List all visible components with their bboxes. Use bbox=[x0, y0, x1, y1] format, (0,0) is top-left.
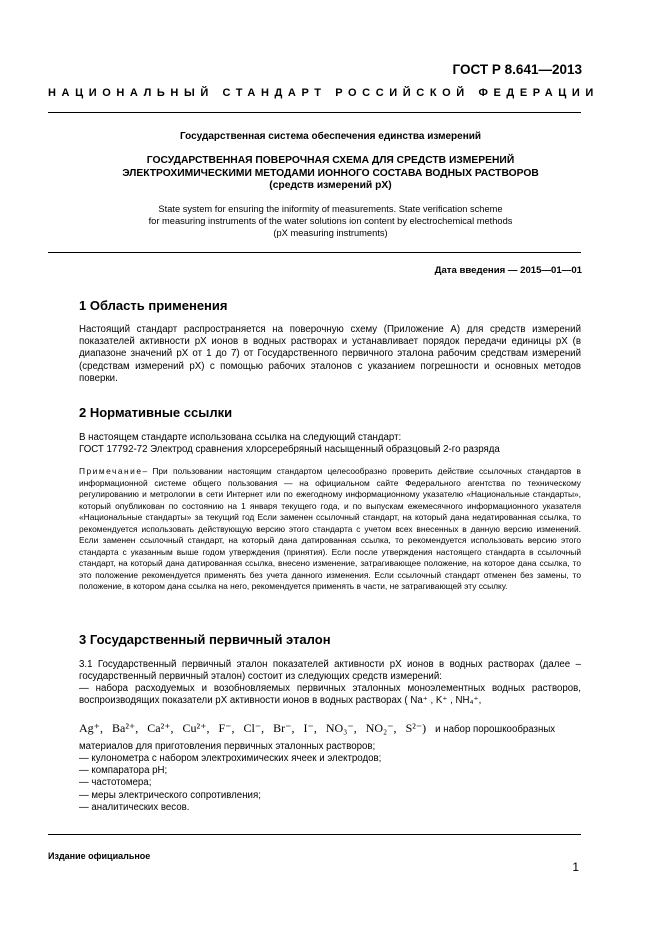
ion: Br⁻, bbox=[273, 721, 295, 735]
ion: NO₃⁻, bbox=[325, 721, 357, 735]
title-line-1: ГОСУДАРСТВЕННАЯ ПОВЕРОЧНАЯ СХЕМА ДЛЯ СРЕДСТВ ИЗМЕРЕНИЙ bbox=[146, 155, 515, 166]
ion: I⁻, bbox=[303, 721, 317, 735]
section-3-paragraph-1: 3.1 Государственный первичный эталон показателей активности рХ ионов в водных растворах (далее – государственный первичный эталон) состоит из следующих средств измерений: bbox=[79, 659, 581, 683]
system-title: Государственная система обеспечения единства измерений bbox=[179, 131, 482, 142]
list-item: — кулонометра с набором электрохимических ячеек и электродов; bbox=[79, 753, 382, 764]
section-3-paragraph-2: — набора расходуемых и возобновляемых первичных эталонных моноэлементных водных растворов, воспроизводящих показатели рХ активности ионов в водных растворах ( Na⁺ , K⁺ , NH₄⁺, bbox=[79, 683, 581, 707]
page-number: 1 bbox=[572, 860, 579, 874]
section-3-heading: 3 Государственный первичный эталон bbox=[79, 632, 331, 647]
introduction-date: Дата введения — 2015—01—01 bbox=[434, 265, 582, 276]
section-1-heading: 1 Область применения bbox=[79, 298, 228, 313]
document-title bbox=[60, 155, 601, 193]
ions-list bbox=[79, 721, 581, 736]
title-divider bbox=[48, 252, 581, 253]
ion: Ag⁺, bbox=[79, 721, 103, 735]
ion: F⁻, bbox=[218, 721, 235, 735]
ion: Cl⁻, bbox=[243, 721, 265, 735]
section-3-paragraph-3: материалов для приготовления первичных эталонных растворов; bbox=[79, 741, 376, 752]
standard-code: ГОСТ Р 8.641—2013 bbox=[452, 62, 582, 77]
national-standard-heading: НАЦИОНАЛЬНЫЙ СТАНДАРТ РОССИЙСКОЙ ФЕДЕРАЦИИ bbox=[48, 87, 599, 99]
equipment-list bbox=[79, 753, 581, 814]
list-item: — компаратора рН; bbox=[79, 765, 168, 777]
ion: NO₂⁻, bbox=[365, 721, 397, 735]
list-item: — меры электрического сопротивления; bbox=[79, 789, 261, 801]
title-line-3: (средств измерений рХ) bbox=[269, 180, 392, 191]
section-2-line-2: ГОСТ 17792-72 Электрод сравнения хлорсеребряный насыщенный образцовый 2-го разряда bbox=[79, 444, 500, 455]
ion: S²⁻) bbox=[405, 721, 427, 735]
english-title-line-3: (pX measuring instruments) bbox=[273, 228, 388, 238]
english-title-line-1: State system for ensuring the iniformity of measurements. State verification scheme bbox=[158, 204, 503, 214]
section-2-note bbox=[79, 466, 581, 593]
section-2-heading: 2 Нормативные ссылки bbox=[79, 405, 233, 420]
ion: Cu²⁺, bbox=[182, 721, 210, 735]
ion: Ba²⁺, bbox=[112, 721, 139, 735]
title-line-2: ЭЛЕКТРОХИМИЧЕСКИМИ МЕТОДАМИ ИОННОГО СОСТАВА ВОДНЫХ РАСТВОРОВ bbox=[122, 167, 539, 179]
section-1-text bbox=[79, 324, 581, 385]
edition-label: Издание официальное bbox=[48, 851, 151, 861]
ions-tail: и набор порошкообразных bbox=[435, 724, 556, 735]
list-item: — аналитических весов. bbox=[79, 801, 190, 813]
note-text: – При пользовании настоящим стандартом целесообразно проверить действие ссылочных стандартов в информационной системе общего пользования — на официальном сайте Федерального агентства по техническому регулированию и метрологии в сети Интернет или по ежегодному информационному указателю «Национальные стандарты», который опубликован по состоянию на 1 января текущего года, и по выпускам ежемесячного информационного указателя «Национальные стандарты» за текущий год Если заменен ссылочный стандарт, на который дана недатированная ссылка, то рекомендуется использовать действующую версию этого стандарта с учетом всех внесенных в данную версию изменений. Если заменен ссылочный стандарт, на который дана датированная ссылка, то рекомендуется использовать версию этого стандарта с указанным выше годом утверждения (принятия). Если после утверждения настоящего стандарта в ссылочный стандарт, на который дана датированная ссылка, внесено изменение, затрагивающее положение, на которое дана ссылка, то это положение рекомендуется применять без учета данного изменения. Если ссылочный стандарт отменен без замены, то положение, в котором дана ссылка на него, рекомендуется применять в части, не затрагивающей эту ссылку. bbox=[79, 466, 581, 591]
english-title-line-2: for measuring instruments of the water solutions ion content by electrochemical methods bbox=[148, 216, 513, 226]
section-1-paragraph: Настоящий стандарт распространяется на поверочную схему (Приложение А) для средств измерений показателей активности рХ ионов в водных растворах и устанавливает порядок передачи единицы рХ (в диапазоне значений рХ от 1 до 7) от Государственного первичного эталона рабочим средствам измерений (средствам измерений рХ) с помощью рабочих эталонов с указанием погрешности и основных методов поверки. bbox=[79, 324, 581, 384]
header-divider bbox=[48, 112, 581, 113]
ion: Ca²⁺, bbox=[147, 721, 174, 735]
section-2-line-1: В настоящем стандарте использована ссылка на следующий стандарт: bbox=[79, 432, 402, 443]
footer-divider bbox=[48, 834, 581, 835]
list-item: — частотомера; bbox=[79, 777, 152, 789]
note-label: Примечание bbox=[79, 466, 143, 476]
english-title bbox=[60, 203, 601, 239]
